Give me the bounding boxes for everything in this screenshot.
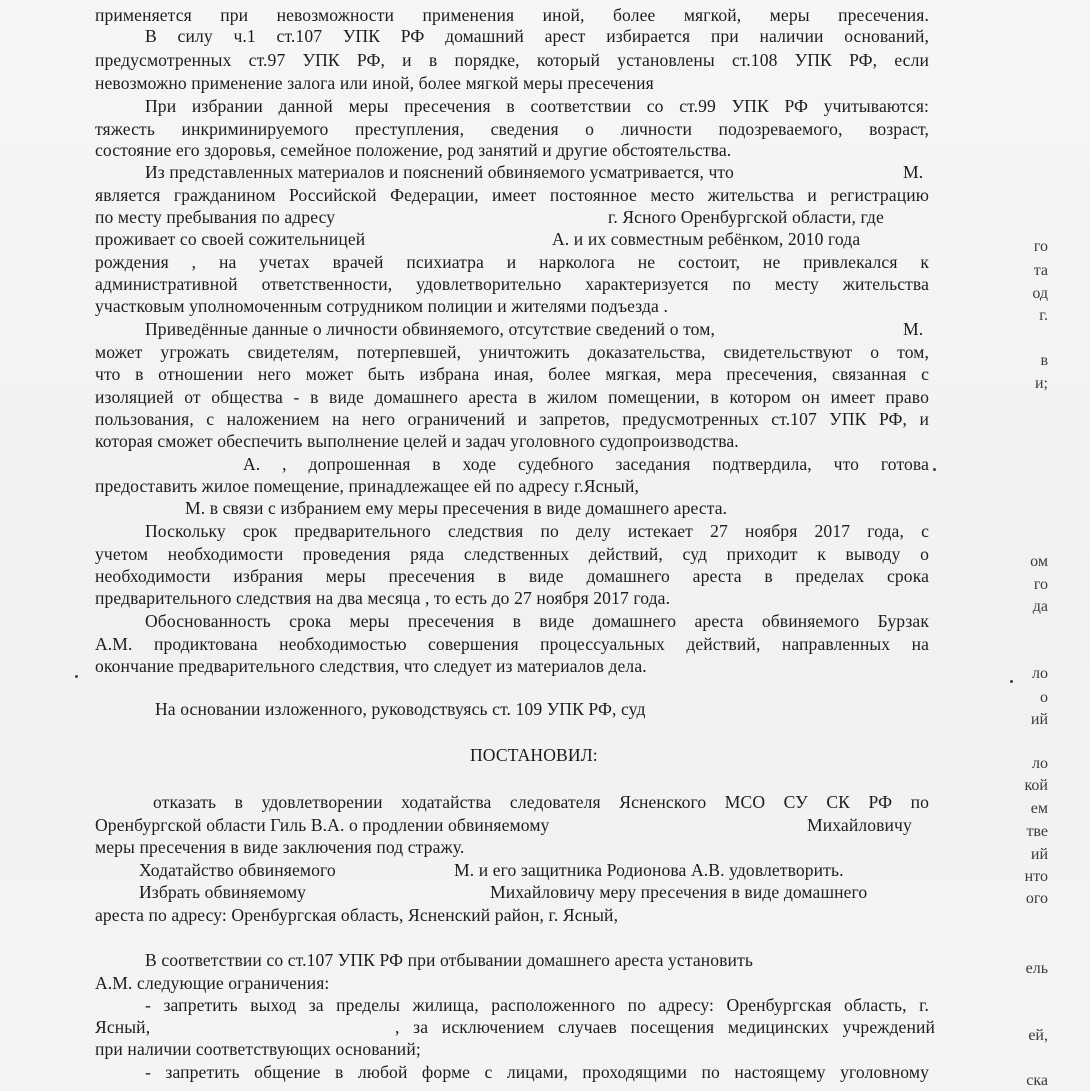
margin-fragment: о <box>1040 689 1048 706</box>
text-line: предварительного следствия на два месяца , то есть до 27 ноября 2017 года. <box>95 588 671 608</box>
text-fragment: , за исключением случаев посещения медицинских учреждений <box>395 1017 935 1037</box>
text-line: Оренбургской области Гиль В.А. о продлении обвиняемому <box>95 815 550 835</box>
margin-fragment: ий <box>1030 711 1048 728</box>
text-line: по месту пребывания по адресу <box>95 207 336 227</box>
text-line: пользования, с наложением на него ограничений и запретов, предусмотренных ст.107 УПК РФ, и <box>95 409 929 429</box>
margin-fragment: ом <box>1030 553 1048 570</box>
text-line: На основании изложенного, руководствуясь ст. 109 УПК РФ, суд <box>155 699 646 719</box>
text-line: при наличии соответствующих оснований; <box>95 1039 421 1059</box>
text-line: А. , допрошенная в ходе судебного заседания подтвердила, что готова <box>243 454 929 474</box>
text-line: тяжесть инкриминируемого преступления, сведения о личности подозреваемого, возраст, <box>95 119 929 139</box>
text-line: Приведённые данные о личности обвиняемого, отсутствие сведений о том, <box>145 319 715 339</box>
text-line: административной ответственности, удовлетворительно характеризуется по месту жительства <box>95 274 929 294</box>
scan-speck <box>75 675 78 678</box>
text-line: состояние его здоровья, семейное положение, род занятий и другие обстоятельства. <box>95 140 732 160</box>
text-line: применяется при невозможности применения иной, более мягкой, меры пресечения. <box>95 5 929 25</box>
margin-fragment: го <box>1033 576 1048 593</box>
margin-fragment: ем <box>1030 800 1048 817</box>
margin-fragment: тве <box>1026 823 1048 840</box>
text-line: что в отношении него может быть избрана иная, более мягкая, мера пресечения, связанная с <box>95 364 929 384</box>
text-line: В соответствии со ст.107 УПК РФ при отбывании домашнего ареста установить <box>145 950 753 970</box>
text-line: участковым уполномоченным сотрудником полиции и жителями подъезда . <box>95 296 668 316</box>
margin-fragment: ей, <box>1028 1027 1048 1044</box>
text-line: предоставить жилое помещение, принадлежащее ей по адресу г.Ясный, <box>95 476 639 496</box>
text-line: проживает со своей сожительницей <box>95 229 366 249</box>
text-line: Из представленных материалов и пояснений обвиняемого усматривается, что <box>145 162 734 182</box>
text-line: Обоснованность срока меры пресечения в виде домашнего ареста обвиняемого Бурзак <box>145 611 929 631</box>
scan-speck <box>1010 680 1013 683</box>
text-line: В силу ч.1 ст.107 УПК РФ домашний арест избирается при наличии оснований, <box>145 26 929 46</box>
margin-fragment: ло <box>1032 755 1048 772</box>
text-line: - запретить общение в любой форме с лицами, проходящими по настоящему уголовному <box>145 1062 929 1082</box>
margin-fragment: ло <box>1032 665 1048 682</box>
margin-fragment: нто <box>1024 868 1048 885</box>
text-line: ареста по адресу: Оренбургская область, Ясненский район, г. Ясный, <box>95 905 619 925</box>
text-line: М. в связи с избранием ему меры пресечения в виде домашнего ареста. <box>185 498 728 518</box>
text-line: - запретить выход за пределы жилища, расположенного по адресу: Оренбургская область, г. <box>145 995 929 1015</box>
margin-fragment: и; <box>1034 375 1048 392</box>
margin-fragment: го <box>1033 238 1048 255</box>
text-line: меры пресечения в виде заключения под стражу. <box>95 837 465 857</box>
text-line: может угрожать свидетелям, потерпевшей, уничтожить доказательства, свидетельствуют о том, <box>95 342 929 362</box>
text-line: рождения , на учетах врачей психиатра и нарколога не состоит, не привлекался к <box>95 252 929 272</box>
scan-speck <box>933 468 936 471</box>
margin-fragment: ель <box>1025 960 1048 977</box>
text-line: учетом необходимости проведения ряда следственных действий, суд приходит к выводу о <box>95 544 929 564</box>
text-fragment: Михайловичу <box>807 815 912 835</box>
text-line: окончание предварительного следствия, что следует из материалов дела. <box>95 656 647 676</box>
text-line: изоляцией от общества - в виде домашнего ареста в жилом помещении, в котором он имеет право <box>95 387 929 407</box>
text-fragment: Михайловичу меру пресечения в виде домашнего <box>490 882 868 902</box>
margin-fragment: та <box>1033 262 1048 279</box>
text-line: отказать в удовлетворении ходатайства следователя Ясненского МСО СУ СК РФ по <box>153 792 929 812</box>
text-fragment: М. <box>903 162 924 182</box>
text-line: При избрании данной меры пресечения в соответствии со ст.99 УПК РФ учитываются: <box>145 96 929 116</box>
margin-fragment: г. <box>1039 307 1048 324</box>
text-line: Поскольку срок предварительного следствия по делу истекает 27 ноября 2017 года, с <box>145 521 929 541</box>
text-line: А.М. продиктована необходимостью совершения процессуальных действий, направленных на <box>95 634 929 654</box>
text-fragment: г. Ясного Оренбургской области, где <box>608 207 884 227</box>
margin-fragment: да <box>1032 598 1048 615</box>
text-line: Избрать обвиняемому <box>139 882 307 902</box>
text-fragment: М. <box>903 319 924 339</box>
text-line: предусмотренных ст.97 УПК РФ, и в порядке, который установлены ст.108 УПК РФ, если <box>95 50 929 70</box>
resolution-heading: ПОСТАНОВИЛ: <box>470 745 598 765</box>
margin-fragment: од <box>1032 285 1048 302</box>
text-line: необходимости избрания меры пресечения в виде домашнего ареста в пределах срока <box>95 566 929 586</box>
margin-fragment: кой <box>1024 777 1048 794</box>
text-fragment: А. и их совместным ребёнком, 2010 года <box>552 229 861 249</box>
text-line: А.М. следующие ограничения: <box>95 973 330 993</box>
margin-fragment: ого <box>1025 890 1048 907</box>
text-fragment: М. и его защитника Родионова А.В. удовлетворить. <box>454 860 844 880</box>
text-line: невозможно применение залога или иной, более мягкой меры пресечения <box>95 73 654 93</box>
margin-fragment: ий <box>1030 846 1048 863</box>
text-line: является гражданином Российской Федерации, имеет постоянное место жительства и регистрацию <box>95 185 929 205</box>
text-line: Ясный, <box>95 1017 151 1037</box>
margin-fragment: ска <box>1026 1072 1048 1089</box>
text-line: Ходатайство обвиняемого <box>139 860 336 880</box>
margin-fragment: в <box>1040 352 1048 369</box>
text-line: которая сможет обеспечить выполнение целей и задач уголовного судопроизводства. <box>95 431 739 451</box>
